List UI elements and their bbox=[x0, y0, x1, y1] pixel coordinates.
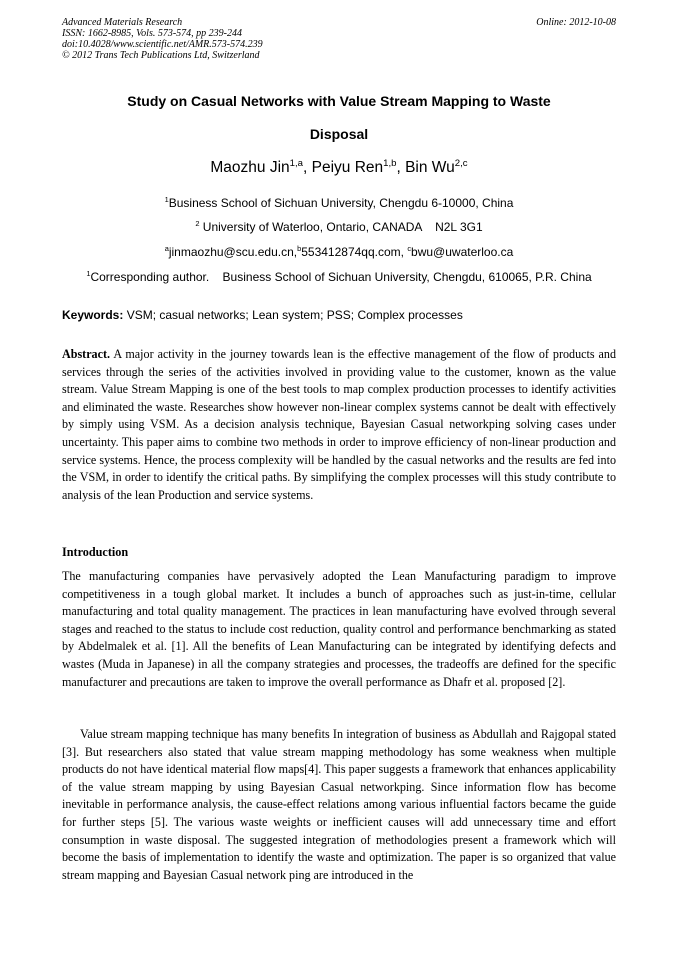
doi-line: doi:10.4028/www.scientific.net/AMR.573-574.239 bbox=[62, 39, 263, 50]
abstract-label: Abstract. bbox=[62, 347, 111, 361]
keywords-label: Keywords: bbox=[62, 308, 124, 322]
email-line bbox=[62, 245, 616, 259]
issn-line: ISSN: 1662-8985, Vols. 573-574, pp 239-244 bbox=[62, 28, 242, 39]
author-3: , Bin Wu bbox=[396, 159, 455, 176]
affiliation-1-text: Business School of Sichuan University, Chengdu 6-10000, China bbox=[168, 196, 514, 210]
author-1-affil: 1,a bbox=[289, 157, 303, 169]
abstract bbox=[62, 346, 616, 504]
affiliation-2-mark: 2 bbox=[195, 219, 200, 228]
introduction-heading: Introduction bbox=[62, 545, 129, 559]
journal-header bbox=[62, 17, 616, 61]
affiliation-2-text: University of Waterloo, Ontario, CANADA N2L 3G1 bbox=[199, 220, 483, 234]
paper-title-line-1: Study on Casual Networks with Value Stream Mapping to Waste bbox=[127, 93, 551, 109]
abstract-text: A major activity in the journey towards lean is the effective management of the flow of products and services through the series of the activities involved in providing value to the customer, known as the value stream. Value Stream Mapping is one of the best tools to map complex production processes to identify activities and eliminated the waste. Researches show however non-linear complex systems cannot be dealt with effectively by simply using VSM. As a decision analysis technique, Bayesian Casual networkping solving cases under uncertainty. This paper aims to combine two methods in order to improve efficiency of non-linear production and service systems. Hence, the process complexity will be handled by the casual networks and the results are fed into the VSM, in order to identify the critical paths. By simplifying the complex processes will this study contribute to analysis of the lean Production and service systems. bbox=[62, 347, 616, 502]
keywords bbox=[62, 308, 616, 322]
email-b-mark: b bbox=[297, 244, 302, 253]
corresponding-text: Corresponding author. Business School of Sichuan University, Chengdu, 610065, P.R. China bbox=[90, 270, 592, 284]
email-c-mark: c bbox=[407, 244, 412, 253]
introduction-paragraph-2: Value stream mapping technique has many benefits In integration of business as Abdullah and Rajgopal stated [3]. But researchers also stated that value stream mapping methodology has some weakness when multiple products do not have identical material flow maps[4]. This paper suggests a framework that enhances applicability of the value stream mapping by using Bayesian Casual networkping. Since information flow has become inevitable in performance analysis, the cause-effect relations among various influential factors became the guide for further steps [5]. The various waste weights or inefficient causes will add unnecessary time and effort consumption in waste disposal. The suggested integration of methodologies present a framework which will become the basis of implementation to identify the waste and optimization. The paper is so organized that value stream mapping and Bayesian Casual network ping are introduced in the bbox=[62, 727, 616, 882]
author-3-affil: 2,c bbox=[454, 157, 468, 169]
affiliation-2 bbox=[62, 220, 616, 234]
copyright-line: © 2012 Trans Tech Publications Ltd, Switzerland bbox=[62, 50, 260, 61]
affiliation-1-mark: 1 bbox=[164, 195, 169, 204]
author-2: , Peiyu Ren bbox=[303, 159, 384, 176]
journal-name: Advanced Materials Research bbox=[62, 17, 183, 28]
email-a-mark: a bbox=[164, 244, 169, 253]
keywords-text: VSM; casual networks; Lean system; PSS; Complex processes bbox=[123, 308, 463, 322]
author-2-affil: 1,b bbox=[383, 157, 397, 169]
online-date: Online: 2012-10-08 bbox=[536, 17, 616, 28]
author-list bbox=[62, 159, 616, 177]
corresponding-author bbox=[62, 270, 616, 284]
email-c: bwu@uwaterloo.ca bbox=[411, 245, 514, 259]
corresponding-mark: 1 bbox=[86, 269, 91, 278]
paper-title-line-2: Disposal bbox=[309, 126, 369, 142]
introduction-paragraph-1: The manufacturing companies have pervasively adopted the Lean Manufacturing paradigm to improve competitiveness in a tough global market. It includes a bunch of approaches such as just-in-time, cellular manufacturing and total quality management. The practices in lean manufacturing have evolved through several stages and reached to the status to include cost reduction, quality control and performance benchmarking as stated by Abdelmalek et al. [1]. All the benefits of Lean Manufacturing can be integrated by identifying defects and wastes (Muda in Japanese) in all the company strategies and processes, the tradeoffs are defined for the specific manufacturer and precautions are taken to improve the overall performance as Dhafr et al. proposed [2]. bbox=[62, 569, 616, 689]
author-1: Maozhu Jin bbox=[210, 159, 290, 176]
affiliation-1 bbox=[62, 196, 616, 210]
email-a: jinmaozhu@scu.edu.cn, bbox=[168, 245, 298, 259]
email-b: 553412874qq.com, bbox=[301, 245, 408, 259]
